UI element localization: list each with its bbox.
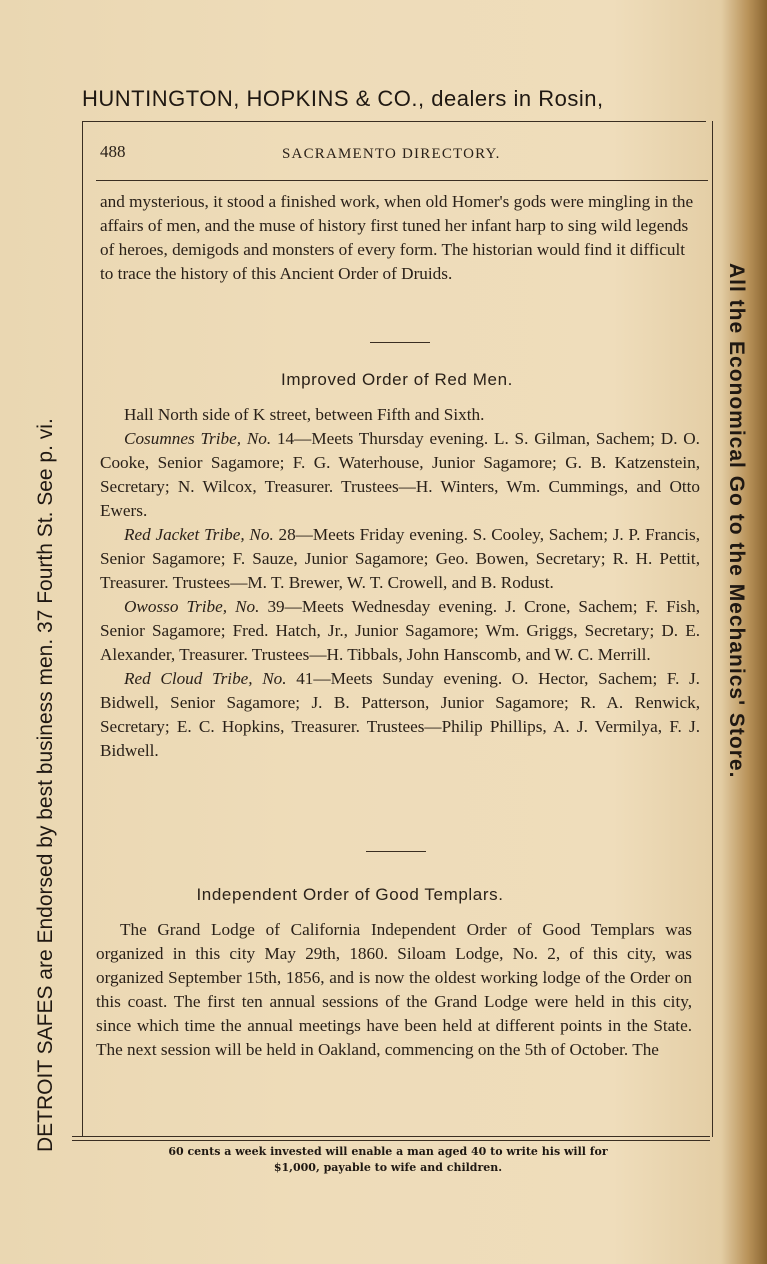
footer-advertisement bbox=[92, 1144, 684, 1176]
hall-location: Hall North side of K street, between Fifth and Sixth. bbox=[124, 405, 485, 424]
header-rule bbox=[96, 180, 708, 181]
top-advertisement: HUNTINGTON, HOPKINS & CO., dealers in Rosin, bbox=[82, 86, 604, 111]
tribe-entry bbox=[100, 523, 700, 595]
tribe-details: 41—Meets Sunday evening. O. Hector, Sachem; F. J. Bidwell, Senior Sagamore; J. B. Patterson, Junior Sagamore; R. A. Renwick, Secretary; E. C. Hopkins, Treasurer. Trustees—Philip Phillips, A. J. Vermilya, F. J. Bidwell. bbox=[100, 669, 700, 760]
page-frame-top-rule bbox=[82, 121, 706, 122]
tribe-name: Cosumnes Tribe, No. bbox=[124, 429, 272, 448]
section-divider bbox=[370, 342, 430, 343]
running-title: SACRAMENTO DIRECTORY. bbox=[282, 146, 501, 162]
footer-line-1: 60 cents a week invested will enable a man aged 40 to write his will for bbox=[168, 1145, 608, 1158]
page-frame-bottom-rule-inner bbox=[72, 1140, 710, 1141]
tribe-name: Red Jacket Tribe, No. bbox=[124, 525, 274, 544]
page-frame-bottom-rule bbox=[72, 1136, 710, 1137]
tribe-entry bbox=[100, 667, 700, 763]
templars-heading: Independent Order of Good Templars. bbox=[196, 885, 504, 904]
tribe-details: 28—Meets Friday evening. S. Cooley, Sachem; J. P. Francis, Senior Sagamore; F. Sauze, Junior Sagamore; Geo. Bowen, Secretary; R. H. Pettit, Treasurer. Trustees—M. T. Brewer, W. T. Crowell, and B. Rodust. bbox=[100, 525, 700, 592]
tribe-entry bbox=[100, 595, 700, 667]
intro-section bbox=[100, 190, 700, 286]
tribe-name: Red Cloud Tribe, No. bbox=[124, 669, 287, 688]
page-number: 488 bbox=[100, 142, 126, 161]
templars-section bbox=[96, 918, 692, 1062]
footer-line-2: $1,000, payable to wife and children. bbox=[273, 1161, 503, 1174]
page-frame-right-rule bbox=[712, 121, 713, 1137]
red-men-heading: Improved Order of Red Men. bbox=[281, 370, 513, 389]
page-frame-left-rule bbox=[82, 121, 83, 1137]
tribe-name: Owosso Tribe, No. bbox=[124, 597, 260, 616]
tribe-entry bbox=[100, 427, 700, 523]
intro-paragraph: and mysterious, it stood a finished work, when old Homer's gods were mingling in the affairs of men, and the muse of history first tuned her infant harp to sing wild legends of heroes, demigods and monsters of every form. The historian would find it difficult to trace the history of this Ancient Order of Druids. bbox=[100, 192, 694, 283]
red-men-section bbox=[100, 403, 700, 763]
tribe-details: 14—Meets Thursday evening. L. S. Gilman, Sachem; D. O. Cooke, Senior Sagamore; F. G. Waterhouse, Junior Sagamore; G. B. Katzenstein, Secretary; N. Wilcox, Treasurer. Trustees—H. Winters, Wm. Cummings, and Otto Ewers. bbox=[100, 429, 700, 520]
left-margin-advertisement: DETROIT SAFES are Endorsed by best business men. 37 Fourth St. See p. vi. bbox=[34, 418, 57, 1152]
section-divider bbox=[366, 851, 426, 852]
tribe-details: 39—Meets Wednesday evening. J. Crone, Sachem; F. Fish, Senior Sagamore; Fred. Hatch, Jr., Junior Sagamore; Wm. Griggs, Secretary; D. E. Alexander, Treasurer. Trustees—H. Tibbals, John Hanscomb, and W. C. Merrill. bbox=[100, 597, 701, 664]
templars-paragraph: The Grand Lodge of California Independent Order of Good Templars was organized in this city May 29th, 1860. Siloam Lodge, No. 2, of this city, was organized September 15th, 1856, and is now the oldest working lodge of the Order on this coast. The first ten annual sessions of the Grand Lodge were held in this city, since which time the annual meetings have been held at different points in the State. The next session will be held in Oakland, commencing on the 5th of October. The bbox=[96, 920, 692, 1059]
right-margin-advertisement: All the Economical Go to the Mechanics' Store. bbox=[725, 263, 748, 779]
